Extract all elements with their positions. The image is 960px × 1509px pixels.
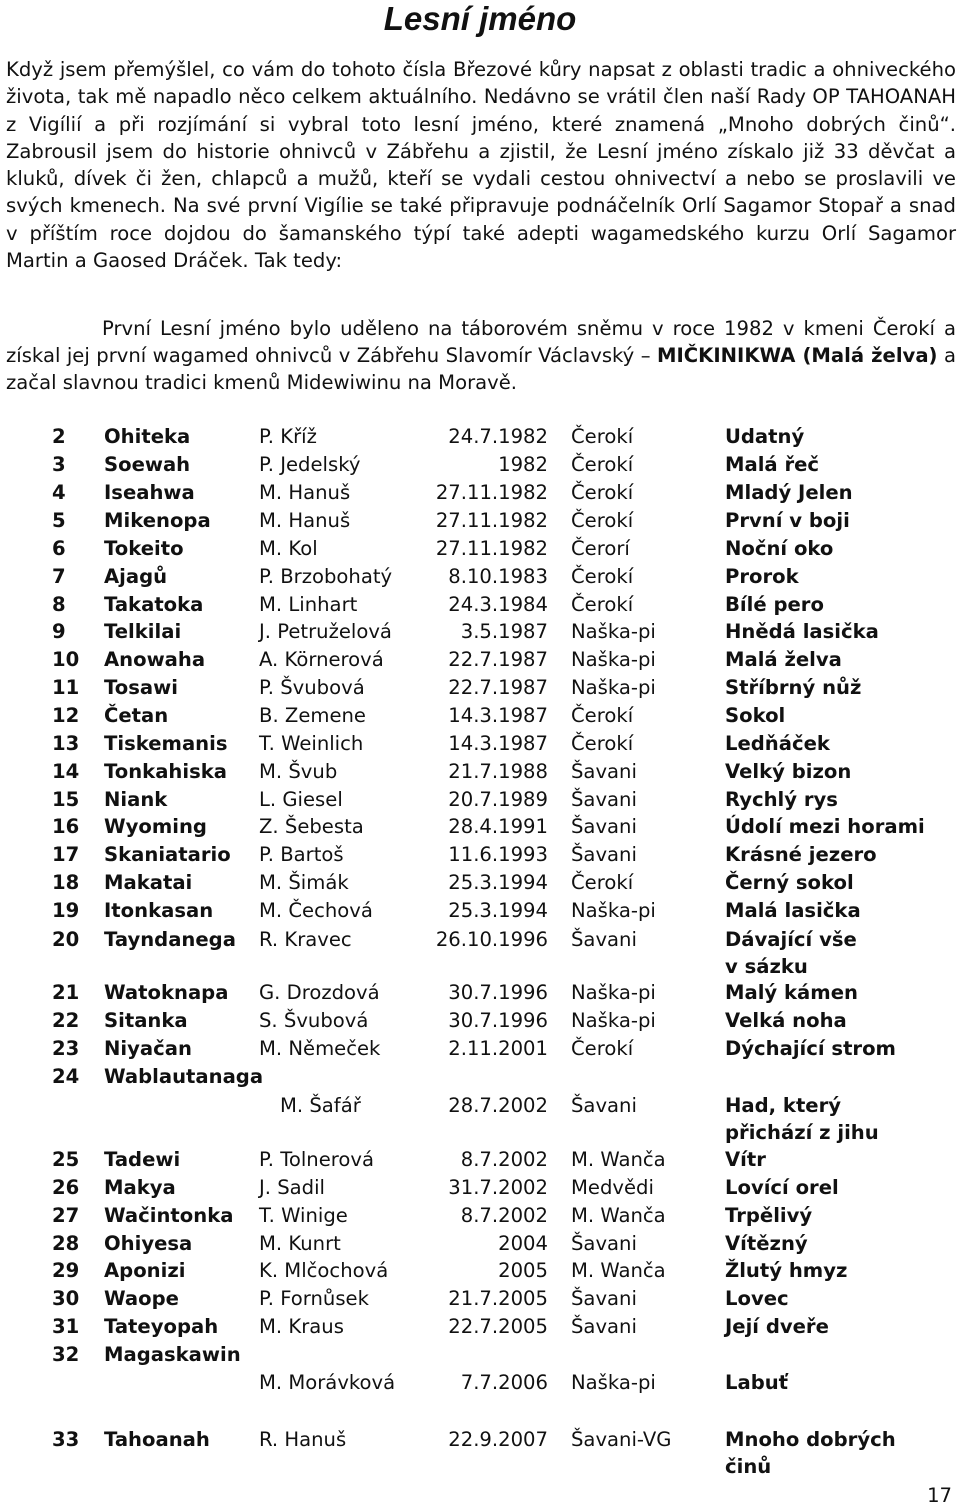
- name-meaning: Had, který: [725, 1094, 842, 1117]
- person-name: J. Petruželová: [259, 620, 392, 643]
- person-name: M. Švub: [259, 760, 338, 783]
- tribe-name: Takatoka: [104, 593, 204, 616]
- clan-name: M. Wanča: [571, 1259, 666, 1282]
- table-row: [0, 1257, 960, 1284]
- clan-name: Šavani: [571, 1094, 637, 1117]
- row-number: 7: [52, 565, 66, 588]
- clan-name: Šavani: [571, 843, 637, 866]
- person-name: M. Šafář: [280, 1094, 361, 1117]
- table-row: [0, 1202, 960, 1229]
- award-date: 3.5.1987: [460, 620, 548, 643]
- award-date: 11.6.1993: [448, 843, 548, 866]
- name-meaning: Velká noha: [725, 1009, 847, 1032]
- person-name: M. Šimák: [259, 871, 349, 894]
- clan-name: Šavani: [571, 928, 637, 951]
- tribe-name: Niank: [104, 788, 168, 811]
- name-meaning: Labuť: [725, 1371, 789, 1394]
- row-number: 4: [52, 481, 66, 504]
- award-date: 25.3.1994: [448, 899, 548, 922]
- table-row: [0, 730, 960, 757]
- clan-name: Čerorí: [571, 537, 630, 560]
- tribe-name: Tokeito: [104, 537, 184, 560]
- table-row: [0, 1341, 960, 1368]
- row-number: 11: [52, 676, 80, 699]
- award-date: 8.7.2002: [460, 1148, 548, 1171]
- table-row: [0, 979, 960, 1006]
- table-row: [0, 563, 960, 590]
- clan-name: Šavani: [571, 815, 637, 838]
- tribe-name: Niyačan: [104, 1037, 192, 1060]
- name-meaning: Lovící orel: [725, 1176, 839, 1199]
- clan-name: M. Wanča: [571, 1148, 666, 1171]
- name-meaning: Vítr: [725, 1148, 766, 1171]
- tribe-name: Ohiteka: [104, 425, 191, 448]
- row-number: 22: [52, 1009, 80, 1032]
- award-date: 1982: [498, 453, 548, 476]
- row-number: 17: [52, 843, 80, 866]
- name-meaning: Její dveře: [725, 1315, 829, 1338]
- tribe-name: Waope: [104, 1287, 179, 1310]
- table-row: [0, 591, 960, 618]
- tribe-name: Watoknapa: [104, 981, 229, 1004]
- person-name: M. Hanuš: [259, 481, 351, 504]
- name-meaning: Malá lasička: [725, 899, 861, 922]
- table-row: [0, 786, 960, 813]
- row-number: 2: [52, 425, 66, 448]
- tribe-name: Aponizi: [104, 1259, 186, 1282]
- tribe-name: Tadewi: [104, 1148, 181, 1171]
- award-date: 20.7.1989: [448, 788, 548, 811]
- award-date: 21.7.2005: [448, 1287, 548, 1310]
- table-row: [0, 897, 960, 924]
- clan-name: Čerokí: [571, 704, 634, 727]
- award-date: 2004: [498, 1232, 548, 1255]
- row-number: 14: [52, 760, 80, 783]
- person-name: M. Kraus: [259, 1315, 344, 1338]
- name-meaning: Malý kámen: [725, 981, 858, 1004]
- person-name: P. Jedelský: [259, 453, 361, 476]
- name-meaning: Dýchající strom: [725, 1037, 896, 1060]
- clan-name: Čerokí: [571, 453, 634, 476]
- person-name: T. Winige: [259, 1204, 348, 1227]
- award-date: 25.3.1994: [448, 871, 548, 894]
- row-number: 25: [52, 1148, 80, 1171]
- clan-name: Naška-pi: [571, 1371, 656, 1394]
- tribe-name: Tonkahiska: [104, 760, 228, 783]
- table-row: [0, 1035, 960, 1062]
- table-row: [0, 1230, 960, 1257]
- person-name: P. Fornůsek: [259, 1287, 369, 1310]
- row-number: 32: [52, 1343, 80, 1366]
- table-row: [0, 1285, 960, 1312]
- name-meaning: Malá řeč: [725, 453, 820, 476]
- tribe-name: Magaskawin: [104, 1343, 241, 1366]
- table-row: [0, 507, 960, 534]
- person-name: M. Hanuš: [259, 509, 351, 532]
- tribe-name: Wačintonka: [104, 1204, 234, 1227]
- tribe-name: Ajagů: [104, 565, 168, 588]
- award-date: 26.10.1996: [435, 928, 548, 951]
- row-number: 24: [52, 1065, 80, 1088]
- clan-name: Čerokí: [571, 425, 634, 448]
- award-date: 8.7.2002: [460, 1204, 548, 1227]
- clan-name: Šavani: [571, 1232, 637, 1255]
- row-number: 18: [52, 871, 80, 894]
- person-name: P. Bartoš: [259, 843, 344, 866]
- table-row: [0, 758, 960, 785]
- person-name: M. Kunrt: [259, 1232, 341, 1255]
- table-row-continuation: [0, 1453, 960, 1480]
- p2-text-before: První Lesní jméno bylo uděleno na táborovém sněmu v roce 1982 v kmeni Čerokí a získal jej první wagamed ohnivců v Zábřehu Slavomír Václavský –: [6, 317, 956, 367]
- person-name: M. Morávková: [259, 1371, 396, 1394]
- person-name: J. Sadil: [259, 1176, 326, 1199]
- name-meaning: Prorok: [725, 565, 799, 588]
- name-meaning: Sokol: [725, 704, 786, 727]
- row-number: 26: [52, 1176, 80, 1199]
- row-number: 20: [52, 928, 80, 951]
- table-row: [0, 1146, 960, 1173]
- tribe-name: Telkilai: [104, 620, 182, 643]
- clan-name: Naška-pi: [571, 676, 656, 699]
- tribe-name: Tiskemanis: [104, 732, 228, 755]
- name-meaning: Bílé pero: [725, 593, 824, 616]
- clan-name: Čerokí: [571, 509, 634, 532]
- tribe-name: Anowaha: [104, 648, 206, 671]
- tribe-name: Wyoming: [104, 815, 207, 838]
- tribe-name: Wablautanaga: [104, 1065, 264, 1088]
- clan-name: Čerokí: [571, 481, 634, 504]
- row-number: 33: [52, 1428, 80, 1451]
- clan-name: Naška-pi: [571, 981, 656, 1004]
- table-row: [0, 451, 960, 478]
- clan-name: Čerokí: [571, 593, 634, 616]
- award-date: 22.9.2007: [448, 1428, 548, 1451]
- table-row: [0, 479, 960, 506]
- award-date: 7.7.2006: [460, 1371, 548, 1394]
- clan-name: Naška-pi: [571, 1009, 656, 1032]
- row-number: 30: [52, 1287, 80, 1310]
- table-row: [0, 841, 960, 868]
- name-meaning: Mladý Jelen: [725, 481, 853, 504]
- row-number: 16: [52, 815, 80, 838]
- person-name: B. Zemene: [259, 704, 366, 727]
- table-row-continuation: [0, 953, 960, 980]
- table-row: [0, 1063, 960, 1090]
- tribe-name: Tahoanah: [104, 1428, 210, 1451]
- award-date: 28.4.1991: [448, 815, 548, 838]
- name-meaning: Noční oko: [725, 537, 834, 560]
- award-date: 8.10.1983: [448, 565, 548, 588]
- person-name: S. Švubová: [259, 1009, 369, 1032]
- tribe-name: Tosawi: [104, 676, 178, 699]
- tribe-name: Makatai: [104, 871, 193, 894]
- page-title: Lesní jméno: [383, 0, 577, 37]
- name-meaning: Žlutý hmyz: [725, 1259, 848, 1282]
- tribe-name: Iseahwa: [104, 481, 195, 504]
- tribe-name: Sitanka: [104, 1009, 188, 1032]
- row-number: 9: [52, 620, 66, 643]
- tribe-name: Itonkasan: [104, 899, 214, 922]
- table-row: [0, 674, 960, 701]
- clan-name: Čerokí: [571, 565, 634, 588]
- p2-bold-name: MIČKINIKWA (Malá želva): [657, 344, 938, 367]
- person-name: M. Čechová: [259, 899, 373, 922]
- table-row: [0, 1313, 960, 1340]
- row-number: 19: [52, 899, 80, 922]
- name-meaning-continued: v sázku: [725, 955, 808, 978]
- award-date: 14.3.1987: [448, 704, 548, 727]
- person-name: L. Giesel: [259, 788, 343, 811]
- row-number: 3: [52, 453, 66, 476]
- name-meaning: Stříbrný nůž: [725, 676, 862, 699]
- p2-text-after: a začal slavnou tradici kmenů Midewiwinu na Moravě.: [6, 344, 956, 394]
- row-number: 5: [52, 509, 66, 532]
- row-number: 29: [52, 1259, 80, 1282]
- clan-name: Šavani-VG: [571, 1428, 672, 1451]
- award-date: 28.7.2002: [448, 1094, 548, 1117]
- clan-name: M. Wanča: [571, 1204, 666, 1227]
- person-name: K. Mlčochová: [259, 1259, 389, 1282]
- award-date: 27.11.1982: [435, 537, 548, 560]
- row-number: 12: [52, 704, 80, 727]
- clan-name: Šavani: [571, 760, 637, 783]
- person-name: R. Hanuš: [259, 1428, 347, 1451]
- tribe-name: Soewah: [104, 453, 191, 476]
- name-meaning-continued: přichází z jihu: [725, 1121, 879, 1144]
- person-name: P. Kříž: [259, 425, 317, 448]
- name-meaning: Krásné jezero: [725, 843, 877, 866]
- name-meaning: Dávající vše: [725, 928, 857, 951]
- award-date: 27.11.1982: [435, 481, 548, 504]
- tribe-name: Tayndanega: [104, 928, 236, 951]
- table-row-continuation: [0, 1119, 960, 1146]
- row-number: 8: [52, 593, 66, 616]
- row-number: 27: [52, 1204, 80, 1227]
- award-date: 2.11.2001: [448, 1037, 548, 1060]
- name-meaning: Vítězný: [725, 1232, 808, 1255]
- person-name: P. Brzobohatý: [259, 565, 393, 588]
- clan-name: Naška-pi: [571, 648, 656, 671]
- tribe-name: Četan: [104, 704, 169, 727]
- table-row: [0, 1174, 960, 1201]
- name-meaning: Trpělivý: [725, 1204, 813, 1227]
- award-date: 30.7.1996: [448, 1009, 548, 1032]
- clan-name: Čerokí: [571, 1037, 634, 1060]
- award-date: 22.7.1987: [448, 648, 548, 671]
- table-row: [0, 926, 960, 953]
- person-name: M. Kol: [259, 537, 318, 560]
- clan-name: Naška-pi: [571, 620, 656, 643]
- table-row: [0, 869, 960, 896]
- row-number: 10: [52, 648, 80, 671]
- table-row: [0, 813, 960, 840]
- person-name: P. Tolnerová: [259, 1148, 374, 1171]
- row-number: 13: [52, 732, 80, 755]
- tribe-name: Mikenopa: [104, 509, 211, 532]
- name-meaning: Rychlý rys: [725, 788, 838, 811]
- clan-name: Šavani: [571, 1315, 637, 1338]
- tribe-name: Skaniatario: [104, 843, 231, 866]
- name-meaning: Hnědá lasička: [725, 620, 879, 643]
- name-meaning: Údolí mezi horami: [725, 815, 925, 838]
- award-date: 22.7.2005: [448, 1315, 548, 1338]
- name-meaning: Lovec: [725, 1287, 789, 1310]
- award-date: 31.7.2002: [448, 1176, 548, 1199]
- clan-name: Čerokí: [571, 871, 634, 894]
- name-meaning: Malá želva: [725, 648, 842, 671]
- row-number: 23: [52, 1037, 80, 1060]
- award-date: 24.3.1984: [448, 593, 548, 616]
- table-row: [0, 535, 960, 562]
- person-name: A. Körnerová: [259, 648, 384, 671]
- row-number: 21: [52, 981, 80, 1004]
- table-row: [0, 646, 960, 673]
- person-name: G. Drozdová: [259, 981, 380, 1004]
- award-date: 2005: [498, 1259, 548, 1282]
- table-row: [0, 618, 960, 645]
- table-row: [0, 702, 960, 729]
- table-row: [0, 1369, 960, 1396]
- table-row: [0, 1092, 960, 1119]
- table-row: [0, 423, 960, 450]
- intro-paragraph: Když jsem přemýšlel, co vám do tohoto čísla Březové kůry napsat z oblasti tradic a ohniveckého života, tak mě napadlo něco celkem aktuálního. Nedávno se vrátil člen naší Rady OP TAHOANAH z Vigílií a při rozjímání si vybral toto lesní jméno, které znamená „Mnoho dobrých činů“. Zabrousil jsem do historie ohnivců v Zábřehu a zjistil, že Lesní jméno získalo již 33 děvčat a kluků, dívek či žen, chlapců a mužů, kteří se vydali cestou ohnivectví a nebo se proslavili ve svých kmenech. Na své první Vigílie se také připravuje podnáčelník Orlí Sagamor Stopař a snad v příštím roce dojdou do šamanského týpí také adepti wagamedského kurzu Orlí Sagamor Martin a Gaosed Dráček. Tak tedy:: [6, 58, 956, 273]
- row-number: 6: [52, 537, 66, 560]
- tribe-name: Tateyopah: [104, 1315, 219, 1338]
- row-number: 15: [52, 788, 80, 811]
- person-name: M. Němeček: [259, 1037, 381, 1060]
- table-row: [0, 1007, 960, 1034]
- page-number: 17: [927, 1484, 952, 1507]
- award-date: 14.3.1987: [448, 732, 548, 755]
- clan-name: Medvědi: [571, 1176, 654, 1199]
- award-date: 30.7.1996: [448, 981, 548, 1004]
- name-meaning: Velký bizon: [725, 760, 852, 783]
- clan-name: Čerokí: [571, 732, 634, 755]
- first-name-paragraph: [6, 315, 956, 396]
- tribe-name: Makya: [104, 1176, 176, 1199]
- name-meaning: Udatný: [725, 425, 805, 448]
- name-meaning: Černý sokol: [725, 871, 854, 894]
- name-meaning: Ledňáček: [725, 732, 830, 755]
- clan-name: Naška-pi: [571, 899, 656, 922]
- award-date: 21.7.1988: [448, 760, 548, 783]
- clan-name: Šavani: [571, 1287, 637, 1310]
- clan-name: Šavani: [571, 788, 637, 811]
- award-date: 27.11.1982: [435, 509, 548, 532]
- table-row: [0, 1426, 960, 1453]
- person-name: T. Weinlich: [259, 732, 364, 755]
- person-name: Z. Šebesta: [259, 815, 364, 838]
- name-meaning-continued: činů: [725, 1455, 772, 1478]
- name-meaning: První v boji: [725, 509, 850, 532]
- award-date: 22.7.1987: [448, 676, 548, 699]
- person-name: P. Švubová: [259, 676, 365, 699]
- tribe-name: Ohiyesa: [104, 1232, 193, 1255]
- award-date: 24.7.1982: [448, 425, 548, 448]
- name-meaning: Mnoho dobrých: [725, 1428, 896, 1451]
- person-name: M. Linhart: [259, 593, 358, 616]
- row-number: 31: [52, 1315, 80, 1338]
- row-number: 28: [52, 1232, 80, 1255]
- person-name: R. Kravec: [259, 928, 352, 951]
